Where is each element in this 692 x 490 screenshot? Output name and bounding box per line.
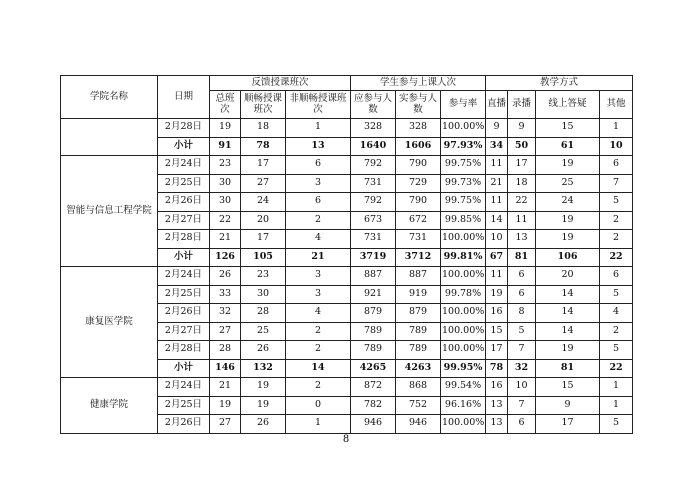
actual-count-cell: 790: [396, 156, 441, 175]
live-count-cell: 9: [486, 119, 508, 138]
participation-rate-cell: 100.00%: [441, 415, 486, 434]
actual-count-cell: 887: [396, 267, 441, 286]
college-name-cell: [61, 119, 158, 156]
not-smooth-classes-cell: 3: [286, 267, 351, 286]
header-live: 直播: [486, 91, 508, 119]
expected-count-cell: 731: [351, 174, 396, 193]
subtotal-smooth-classes: 132: [241, 359, 286, 378]
live-count-cell: 15: [486, 322, 508, 341]
header-group-feedback: 反馈授课班次: [210, 76, 351, 91]
subtotal-smooth-classes: 78: [241, 137, 286, 156]
live-count-cell: 10: [486, 230, 508, 249]
other-count-cell: 5: [600, 415, 633, 434]
not-smooth-classes-cell: 0: [286, 396, 351, 415]
subtotal-live-count: 34: [486, 137, 508, 156]
recorded-count-cell: 10: [508, 378, 536, 397]
participation-rate-cell: 100.00%: [441, 267, 486, 286]
subtotal-recorded-count: 32: [508, 359, 536, 378]
actual-count-cell: 790: [396, 193, 441, 212]
online-qa-count-cell: 19: [536, 211, 600, 230]
table-row: [61, 156, 633, 175]
total-classes-cell: 28: [210, 341, 241, 360]
live-count-cell: 19: [486, 285, 508, 304]
subtotal-not-smooth-classes: 21: [286, 248, 351, 267]
not-smooth-classes-cell: 1: [286, 415, 351, 434]
actual-count-cell: 879: [396, 304, 441, 323]
total-classes-cell: 27: [210, 322, 241, 341]
total-classes-cell: 30: [210, 174, 241, 193]
subtotal-expected-count: 1640: [351, 137, 396, 156]
online-qa-count-cell: 15: [536, 119, 600, 138]
total-classes-cell: 33: [210, 285, 241, 304]
participation-rate-cell: 96.16%: [441, 396, 486, 415]
total-classes-cell: 30: [210, 193, 241, 212]
subtotal-participation-rate: 99.81%: [441, 248, 486, 267]
date-cell: 2月28日: [158, 341, 210, 360]
header-total-classes: 总班次: [210, 91, 241, 119]
header-online-qa: 线上答疑: [536, 91, 600, 119]
total-classes-cell: 32: [210, 304, 241, 323]
not-smooth-classes-cell: 4: [286, 230, 351, 249]
expected-count-cell: 887: [351, 267, 396, 286]
online-qa-count-cell: 14: [536, 285, 600, 304]
subtotal-online-qa-count: 106: [536, 248, 600, 267]
expected-count-cell: 792: [351, 193, 396, 212]
other-count-cell: 2: [600, 230, 633, 249]
date-cell: 2月24日: [158, 267, 210, 286]
other-count-cell: 1: [600, 378, 633, 397]
expected-count-cell: 328: [351, 119, 396, 138]
online-qa-count-cell: 14: [536, 304, 600, 323]
participation-rate-cell: 100.00%: [441, 119, 486, 138]
other-count-cell: 2: [600, 322, 633, 341]
participation-rate-cell: 99.54%: [441, 378, 486, 397]
other-count-cell: 6: [600, 267, 633, 286]
college-name-cell: 康复医学院: [61, 267, 158, 378]
college-name-cell: 智能与信息工程学院: [61, 156, 158, 267]
recorded-count-cell: 5: [508, 322, 536, 341]
expected-count-cell: 879: [351, 304, 396, 323]
online-qa-count-cell: 17: [536, 415, 600, 434]
header-group-methods: 教学方式: [486, 76, 633, 91]
subtotal-online-qa-count: 81: [536, 359, 600, 378]
other-count-cell: 5: [600, 285, 633, 304]
header-expected-count: 应参与人数: [351, 91, 396, 119]
participation-rate-cell: 99.73%: [441, 174, 486, 193]
subtotal-label: 小计: [158, 137, 210, 156]
header-actual-count: 实参与人数: [396, 91, 441, 119]
online-qa-count-cell: 19: [536, 230, 600, 249]
smooth-classes-cell: 28: [241, 304, 286, 323]
smooth-classes-cell: 18: [241, 119, 286, 138]
date-cell: 2月24日: [158, 156, 210, 175]
recorded-count-cell: 6: [508, 267, 536, 286]
not-smooth-classes-cell: 2: [286, 341, 351, 360]
participation-rate-cell: 100.00%: [441, 341, 486, 360]
online-qa-count-cell: 25: [536, 174, 600, 193]
header-not-smooth-classes: 非顺畅授课班次: [286, 91, 351, 119]
not-smooth-classes-cell: 6: [286, 156, 351, 175]
table-row: [61, 119, 633, 138]
online-qa-count-cell: 15: [536, 378, 600, 397]
subtotal-actual-count: 3712: [396, 248, 441, 267]
other-count-cell: 2: [600, 211, 633, 230]
not-smooth-classes-cell: 2: [286, 322, 351, 341]
not-smooth-classes-cell: 6: [286, 193, 351, 212]
total-classes-cell: 19: [210, 119, 241, 138]
header-group-students: 学生参与上课人次: [351, 76, 486, 91]
header-college: 学院名称: [61, 76, 158, 119]
date-cell: 2月27日: [158, 211, 210, 230]
smooth-classes-cell: 19: [241, 396, 286, 415]
date-cell: 2月26日: [158, 304, 210, 323]
smooth-classes-cell: 24: [241, 193, 286, 212]
online-qa-count-cell: 24: [536, 193, 600, 212]
actual-count-cell: 672: [396, 211, 441, 230]
subtotal-total-classes: 91: [210, 137, 241, 156]
subtotal-live-count: 78: [486, 359, 508, 378]
total-classes-cell: 26: [210, 267, 241, 286]
live-count-cell: 17: [486, 341, 508, 360]
date-cell: 2月28日: [158, 230, 210, 249]
header-recorded: 录播: [508, 91, 536, 119]
subtotal-expected-count: 3719: [351, 248, 396, 267]
subtotal-label: 小计: [158, 248, 210, 267]
subtotal-label: 小计: [158, 359, 210, 378]
participation-rate-cell: 99.78%: [441, 285, 486, 304]
college-name-cell: 健康学院: [61, 378, 158, 434]
live-count-cell: 11: [486, 267, 508, 286]
actual-count-cell: 789: [396, 322, 441, 341]
recorded-count-cell: 22: [508, 193, 536, 212]
online-qa-count-cell: 19: [536, 156, 600, 175]
smooth-classes-cell: 30: [241, 285, 286, 304]
subtotal-recorded-count: 50: [508, 137, 536, 156]
recorded-count-cell: 7: [508, 341, 536, 360]
smooth-classes-cell: 17: [241, 230, 286, 249]
header-participation-rate: 参与率: [441, 91, 486, 119]
smooth-classes-cell: 19: [241, 378, 286, 397]
participation-rate-cell: 100.00%: [441, 322, 486, 341]
online-qa-count-cell: 19: [536, 341, 600, 360]
subtotal-total-classes: 126: [210, 248, 241, 267]
expected-count-cell: 673: [351, 211, 396, 230]
recorded-count-cell: 6: [508, 285, 536, 304]
smooth-classes-cell: 26: [241, 415, 286, 434]
teaching-statistics-table: [60, 75, 633, 434]
live-count-cell: 16: [486, 304, 508, 323]
recorded-count-cell: 7: [508, 396, 536, 415]
smooth-classes-cell: 25: [241, 322, 286, 341]
date-cell: 2月25日: [158, 285, 210, 304]
total-classes-cell: 21: [210, 378, 241, 397]
total-classes-cell: 19: [210, 396, 241, 415]
table-body: [61, 119, 633, 434]
not-smooth-classes-cell: 3: [286, 285, 351, 304]
actual-count-cell: 729: [396, 174, 441, 193]
other-count-cell: 4: [600, 304, 633, 323]
actual-count-cell: 946: [396, 415, 441, 434]
other-count-cell: 7: [600, 174, 633, 193]
online-qa-count-cell: 20: [536, 267, 600, 286]
total-classes-cell: 23: [210, 156, 241, 175]
subtotal-actual-count: 4263: [396, 359, 441, 378]
other-count-cell: 5: [600, 341, 633, 360]
live-count-cell: 13: [486, 396, 508, 415]
actual-count-cell: 919: [396, 285, 441, 304]
online-qa-count-cell: 14: [536, 322, 600, 341]
participation-rate-cell: 99.85%: [441, 211, 486, 230]
other-count-cell: 6: [600, 156, 633, 175]
expected-count-cell: 792: [351, 156, 396, 175]
participation-rate-cell: 100.00%: [441, 304, 486, 323]
not-smooth-classes-cell: 4: [286, 304, 351, 323]
subtotal-expected-count: 4265: [351, 359, 396, 378]
recorded-count-cell: 6: [508, 415, 536, 434]
recorded-count-cell: 17: [508, 156, 536, 175]
smooth-classes-cell: 17: [241, 156, 286, 175]
subtotal-participation-rate: 97.93%: [441, 137, 486, 156]
expected-count-cell: 872: [351, 378, 396, 397]
smooth-classes-cell: 26: [241, 341, 286, 360]
subtotal-not-smooth-classes: 14: [286, 359, 351, 378]
expected-count-cell: 782: [351, 396, 396, 415]
expected-count-cell: 789: [351, 322, 396, 341]
participation-rate-cell: 99.75%: [441, 156, 486, 175]
expected-count-cell: 789: [351, 341, 396, 360]
not-smooth-classes-cell: 2: [286, 211, 351, 230]
header-other: 其他: [600, 91, 633, 119]
date-cell: 2月25日: [158, 396, 210, 415]
live-count-cell: 13: [486, 415, 508, 434]
table-row: [61, 378, 633, 397]
live-count-cell: 21: [486, 174, 508, 193]
actual-count-cell: 789: [396, 341, 441, 360]
recorded-count-cell: 8: [508, 304, 536, 323]
actual-count-cell: 868: [396, 378, 441, 397]
live-count-cell: 16: [486, 378, 508, 397]
total-classes-cell: 27: [210, 415, 241, 434]
smooth-classes-cell: 27: [241, 174, 286, 193]
subtotal-other-count: 10: [600, 137, 633, 156]
recorded-count-cell: 9: [508, 119, 536, 138]
other-count-cell: 1: [600, 396, 633, 415]
subtotal-not-smooth-classes: 13: [286, 137, 351, 156]
page-number: 8: [342, 434, 350, 445]
subtotal-smooth-classes: 105: [241, 248, 286, 267]
other-count-cell: 5: [600, 193, 633, 212]
date-cell: 2月26日: [158, 415, 210, 434]
date-cell: 2月28日: [158, 119, 210, 138]
subtotal-total-classes: 146: [210, 359, 241, 378]
smooth-classes-cell: 23: [241, 267, 286, 286]
subtotal-online-qa-count: 61: [536, 137, 600, 156]
date-cell: 2月24日: [158, 378, 210, 397]
recorded-count-cell: 13: [508, 230, 536, 249]
not-smooth-classes-cell: 3: [286, 174, 351, 193]
header-smooth-classes: 顺畅授课班次: [241, 91, 286, 119]
total-classes-cell: 21: [210, 230, 241, 249]
actual-count-cell: 328: [396, 119, 441, 138]
date-cell: 2月25日: [158, 174, 210, 193]
smooth-classes-cell: 20: [241, 211, 286, 230]
subtotal-live-count: 67: [486, 248, 508, 267]
date-cell: 2月27日: [158, 322, 210, 341]
expected-count-cell: 946: [351, 415, 396, 434]
live-count-cell: 11: [486, 193, 508, 212]
subtotal-actual-count: 1606: [396, 137, 441, 156]
other-count-cell: 1: [600, 119, 633, 138]
expected-count-cell: 731: [351, 230, 396, 249]
not-smooth-classes-cell: 1: [286, 119, 351, 138]
date-cell: 2月26日: [158, 193, 210, 212]
subtotal-other-count: 22: [600, 359, 633, 378]
live-count-cell: 14: [486, 211, 508, 230]
subtotal-recorded-count: 81: [508, 248, 536, 267]
total-classes-cell: 22: [210, 211, 241, 230]
subtotal-other-count: 22: [600, 248, 633, 267]
not-smooth-classes-cell: 2: [286, 378, 351, 397]
subtotal-participation-rate: 99.95%: [441, 359, 486, 378]
actual-count-cell: 752: [396, 396, 441, 415]
header-date: 日期: [158, 76, 210, 119]
recorded-count-cell: 11: [508, 211, 536, 230]
actual-count-cell: 731: [396, 230, 441, 249]
expected-count-cell: 921: [351, 285, 396, 304]
recorded-count-cell: 18: [508, 174, 536, 193]
live-count-cell: 11: [486, 156, 508, 175]
participation-rate-cell: 99.75%: [441, 193, 486, 212]
online-qa-count-cell: 9: [536, 396, 600, 415]
participation-rate-cell: 100.00%: [441, 230, 486, 249]
table-row: [61, 267, 633, 286]
